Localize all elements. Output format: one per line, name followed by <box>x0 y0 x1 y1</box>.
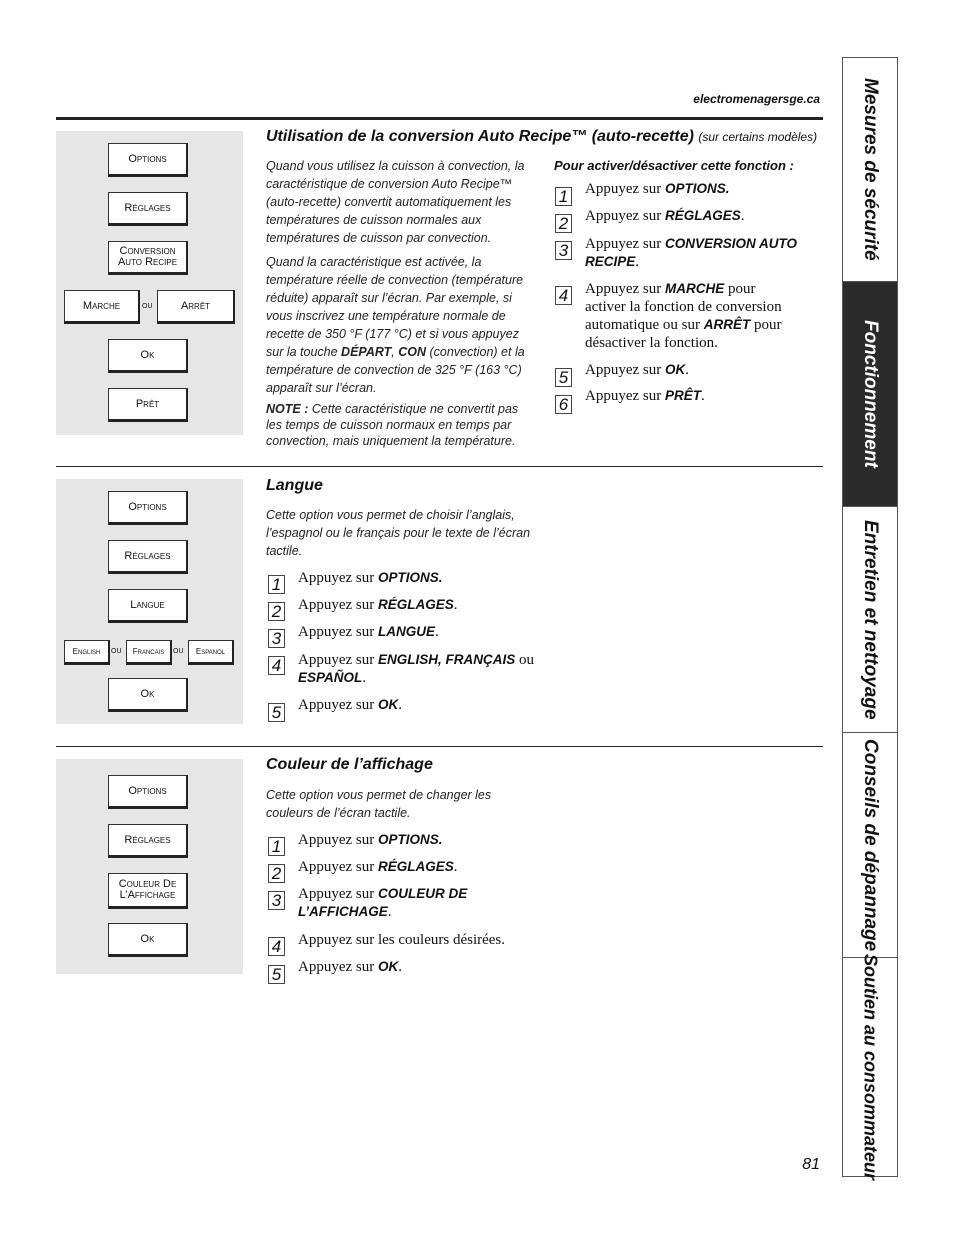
step-text: Appuyez sur OK. <box>585 362 689 378</box>
control-panel-illustration <box>56 759 243 974</box>
step-number: 6 <box>555 395 572 414</box>
section-divider <box>56 466 823 467</box>
key-conversion-auto-recipe: Conversion Auto Recipe <box>108 241 188 275</box>
tab-label: Mesures de sécurité <box>860 78 881 261</box>
step-number: 1 <box>555 187 572 206</box>
page-number: 81 <box>802 1156 820 1173</box>
control-panel-illustration <box>56 131 243 435</box>
key-arret: Arrêt <box>157 290 235 324</box>
section-title-langue: Langue <box>266 477 323 494</box>
step-text: Appuyez sur les couleurs désirées. <box>298 932 506 948</box>
step-text: Appuyez sur OPTIONS. <box>298 832 443 848</box>
tab-conseils-de-depannage[interactable] <box>843 733 897 958</box>
step-number: 4 <box>268 656 285 675</box>
key-pret: Prêt <box>108 388 188 422</box>
section-title-couleur: Couleur de l’affichage <box>266 756 433 773</box>
step-text: Appuyez sur ENGLISH, FRANÇAIS ou ESPAÑOL. <box>298 652 534 686</box>
key-reglages: Réglages <box>108 192 188 226</box>
note-paragraph: NOTE : Cette caractéristique ne convertit pas les temps de cuisson normaux en temps par convection, mais uniquement la température. <box>266 402 519 448</box>
step-number: 5 <box>555 368 572 387</box>
steps-subtitle: Pour activer/désactiver cette fonction : <box>554 158 794 173</box>
tab-label: Fonctionnement <box>860 320 881 468</box>
step-number: 4 <box>268 937 285 956</box>
control-panel-illustration <box>56 479 243 724</box>
key-english: English <box>64 640 110 665</box>
site-url: electromenagersge.ca <box>693 92 820 106</box>
section-tabs-sidebar <box>842 57 898 1181</box>
section-divider <box>56 746 823 747</box>
step-text: Appuyez sur LANGUE. <box>298 624 439 640</box>
key-options: Options <box>108 491 188 525</box>
section-divider <box>56 117 823 120</box>
key-marche: Marche <box>64 290 140 324</box>
step-number: 3 <box>268 891 285 910</box>
key-reglages: Réglages <box>108 540 188 574</box>
tab-entretien-et-nettoyage[interactable] <box>843 507 897 733</box>
step-number: 2 <box>268 602 285 621</box>
tab-mesures-de-securite[interactable] <box>843 58 897 282</box>
step-text: Appuyez sur MARCHE pour activer la fonction de conversion automatique ou sur ARRÊT pour désactiver la fonction. <box>585 281 782 351</box>
or-label: ou <box>111 645 122 656</box>
step-number: 1 <box>268 837 285 856</box>
tab-soutien-au-consommateur[interactable] <box>843 953 897 1181</box>
key-ok: Ok <box>108 339 188 373</box>
couleur-paragraph: Cette option vous permet de changer les couleurs de l’écran tactile. <box>266 788 492 820</box>
or-label: ou <box>173 645 184 656</box>
step-number: 2 <box>268 864 285 883</box>
step-text: Appuyez sur COULEUR DE L’AFFICHAGE. <box>298 886 468 920</box>
step-number: 4 <box>555 286 572 305</box>
step-number: 1 <box>268 575 285 594</box>
step-text: Appuyez sur RÉGLAGES. <box>585 208 745 224</box>
step-text: Appuyez sur OPTIONS. <box>298 570 443 586</box>
tab-label: Entretien et nettoyage <box>860 519 881 720</box>
step-number: 2 <box>555 214 572 233</box>
example-paragraph: Quand la caractéristique est activée, la température réelle de convection (température réduite) apparaît sur l’écran. Par exemple, si vous inscrivez une température normale de recette de 350 °F (177 °C) et si vous appuyez sur la touche DÉPART, CON (convection) et la température de convection de 325 °F (163 °C) apparaît sur l’écran. <box>266 255 525 395</box>
key-options: Options <box>108 775 188 809</box>
step-text: Appuyez sur RÉGLAGES. <box>298 859 458 875</box>
tab-label: Soutien au consommateur <box>860 953 881 1181</box>
section-title-auto-recipe: Utilisation de la conversion Auto Recipe™ (auto-recette) (sur certains modèles) <box>266 128 818 145</box>
key-espanol: Espanol <box>188 640 234 665</box>
step-text: Appuyez sur RÉGLAGES. <box>298 597 458 613</box>
key-langue: Langue <box>108 589 188 623</box>
langue-paragraph: Cette option vous permet de choisir l’anglais, l’espagnol ou le français pour le texte de l’écran tactile. <box>266 508 531 558</box>
tab-label: Conseils de dépannage <box>860 738 881 952</box>
step-text: Appuyez sur PRÊT. <box>585 388 705 404</box>
step-number: 3 <box>268 629 285 648</box>
or-label: ou <box>142 300 153 311</box>
tab-fonctionnement[interactable] <box>843 282 897 507</box>
key-francais: Francais <box>126 640 172 665</box>
step-number: 5 <box>268 703 285 722</box>
step-text: Appuyez sur CONVERSION AUTO RECIPE. <box>585 236 797 270</box>
key-options: Options <box>108 143 188 177</box>
key-couleur-affichage: Couleur De L’Affichage <box>108 873 188 909</box>
step-number: 3 <box>555 241 572 260</box>
intro-paragraph: Quand vous utilisez la cuisson à convection, la caractéristique de conversion Auto Recipe™ (auto-recette) convertit automatiquement les températures de cuisson normales aux températures de cuisson par convection. <box>266 159 525 245</box>
key-ok: Ok <box>108 923 188 957</box>
key-reglages: Réglages <box>108 824 188 858</box>
step-text: Appuyez sur OK. <box>298 697 402 713</box>
step-number: 5 <box>268 965 285 984</box>
step-text: Appuyez sur OK. <box>298 959 402 975</box>
key-ok: Ok <box>108 678 188 712</box>
step-text: Appuyez sur OPTIONS. <box>585 181 730 197</box>
